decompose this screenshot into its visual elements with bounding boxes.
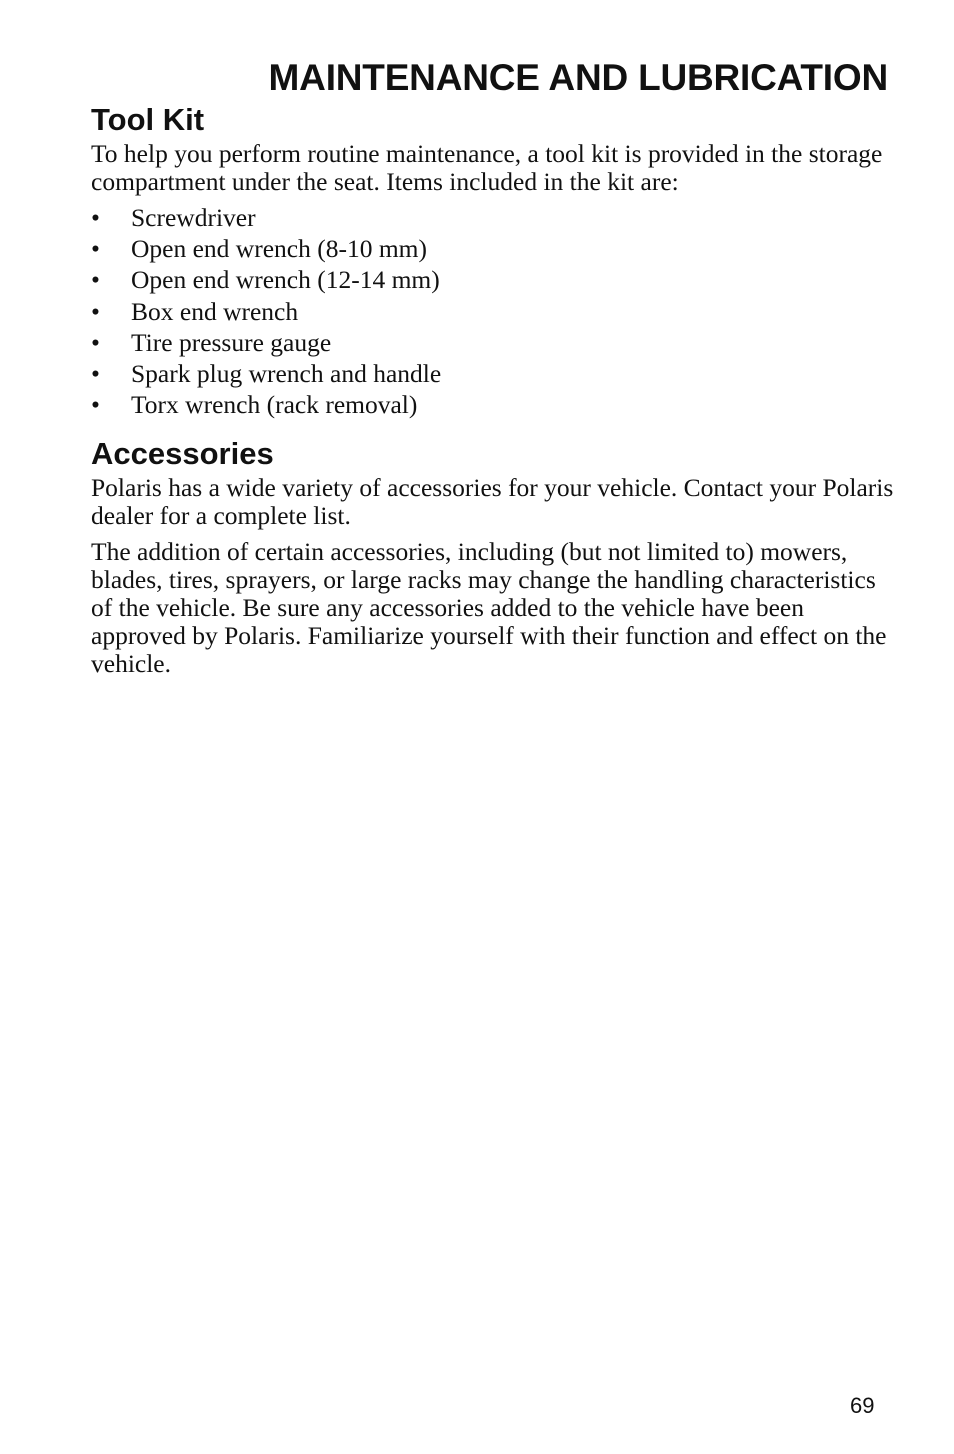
page-number: 69 [850, 1393, 875, 1418]
tool-kit-list [91, 202, 901, 420]
accessories-section [91, 434, 901, 678]
list-item [91, 358, 901, 389]
list-item [91, 233, 901, 264]
bullet-icon: • [91, 203, 100, 232]
list-item-text: Tire pressure gauge [131, 327, 332, 357]
list-item-text: Box end wrench [131, 296, 299, 326]
accessories-paragraph: The addition of certain accessories, including (but not limited to) mowers, blades, tires, sprayers, or large racks may change the handling characteristics of the vehicle. Be sure any accessories added to the vehicle have been approved by Polaris. Familiarize yourself with their function and effect on the vehicle. [91, 537, 887, 679]
list-item-text: Torx wrench (rack removal) [131, 390, 418, 420]
list-item [91, 202, 901, 233]
accessories-heading: Accessories [91, 436, 274, 472]
page-content [91, 100, 901, 678]
bullet-icon: • [91, 390, 100, 420]
tool-kit-intro: To help you perform routine maintenance, a tool kit is provided in the storage compartment under the seat. Items included in the kit are: [91, 139, 883, 196]
list-item [91, 296, 901, 327]
list-item-text: Screwdriver [131, 203, 256, 232]
list-item [91, 264, 901, 295]
list-item-text: Open end wrench (8-10 mm) [131, 234, 427, 264]
accessories-paragraph: Polaris has a wide variety of accessories for your vehicle. Contact your Polaris dealer for a complete list. [91, 473, 894, 531]
list-item-text: Open end wrench (12-14 mm) [131, 265, 440, 295]
tool-kit-heading: Tool Kit [91, 102, 205, 137]
bullet-icon: • [91, 327, 100, 357]
tool-kit-section [91, 100, 901, 420]
list-item [91, 389, 901, 420]
bullet-icon: • [91, 234, 100, 264]
list-item [91, 327, 901, 358]
list-item-text: Spark plug wrench and handle [131, 359, 442, 389]
bullet-icon: • [91, 359, 100, 389]
bullet-icon: • [91, 265, 100, 295]
page-title: MAINTENANCE AND LUBRICATION [268, 57, 888, 98]
bullet-icon: • [91, 296, 100, 326]
